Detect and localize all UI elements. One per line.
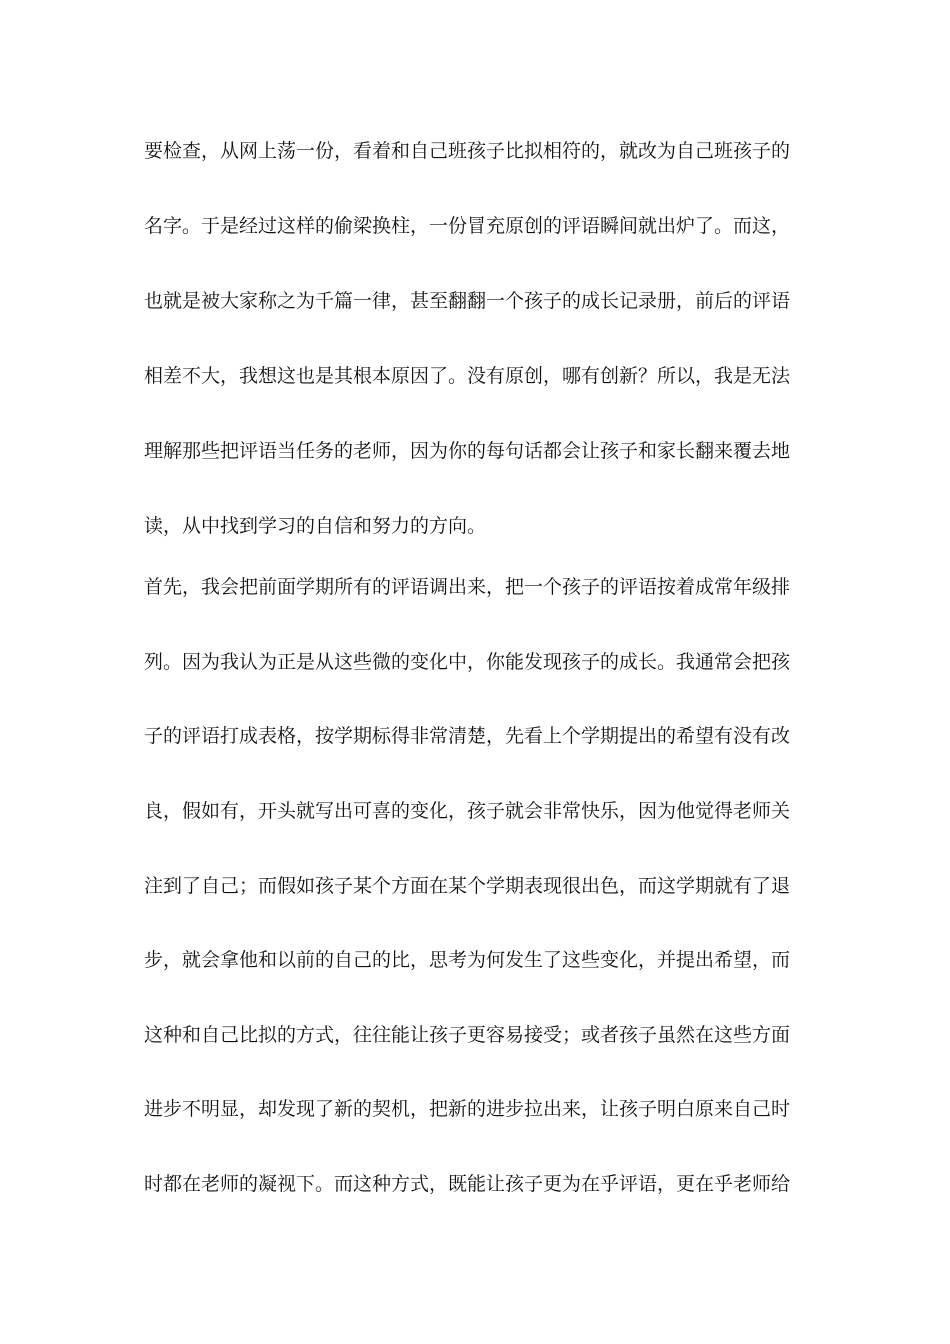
text-line: 要检查，从网上荡一份，看着和自己班孩子比拟相符的，就改为自己班孩子的	[144, 140, 791, 162]
text-line: 列。因为我认为正是从这些微的变化中，你能发现孩子的成长。我通常会把孩	[144, 651, 791, 673]
text-line: 读，从中找到学习的自信和努力的方向。	[144, 515, 487, 537]
text-line: 进步不明显，却发现了新的契机，把新的进步拉出来，让孩子明白原来自己时	[144, 1098, 791, 1120]
text-line: 首先，我会把前面学期所有的评语调出来，把一个孩子的评语按着成常年级排	[144, 576, 791, 598]
text-line: 理解那些把评语当任务的老师，因为你的每句话都会让孩子和家长翻来覆去地	[144, 440, 791, 462]
text-line: 也就是被大家称之为千篇一律，甚至翻翻一个孩子的成长记录册，前后的评语	[144, 290, 791, 312]
text-line: 这种和自己比拟的方式，往往能让孩子更容易接受；或者孩子虽然在这些方面	[144, 1024, 791, 1046]
text-line: 名字。于是经过这样的偷梁换柱，一份冒充原创的评语瞬间就出炉了。而这，	[144, 215, 791, 237]
text-line: 时都在老师的凝视下。而这种方式，既能让孩子更为在乎评语，更在乎老师给	[144, 1173, 791, 1195]
text-line: 子的评语打成表格，按学期标得非常清楚，先看上个学期提出的希望有没有改	[144, 725, 791, 747]
text-line: 良，假如有，开头就写出可喜的变化，孩子就会非常快乐，因为他觉得老师关	[144, 800, 791, 822]
text-line: 相差不大，我想这也是其根本原因了。没有原创，哪有创新？所以，我是无法	[144, 365, 791, 387]
text-line: 步，就会拿他和以前的自己的比，思考为何发生了这些变化，并提出希望，而	[144, 949, 791, 971]
text-line: 注到了自己；而假如孩子某个方面在某个学期表现很出色，而这学期就有了退	[144, 875, 791, 897]
